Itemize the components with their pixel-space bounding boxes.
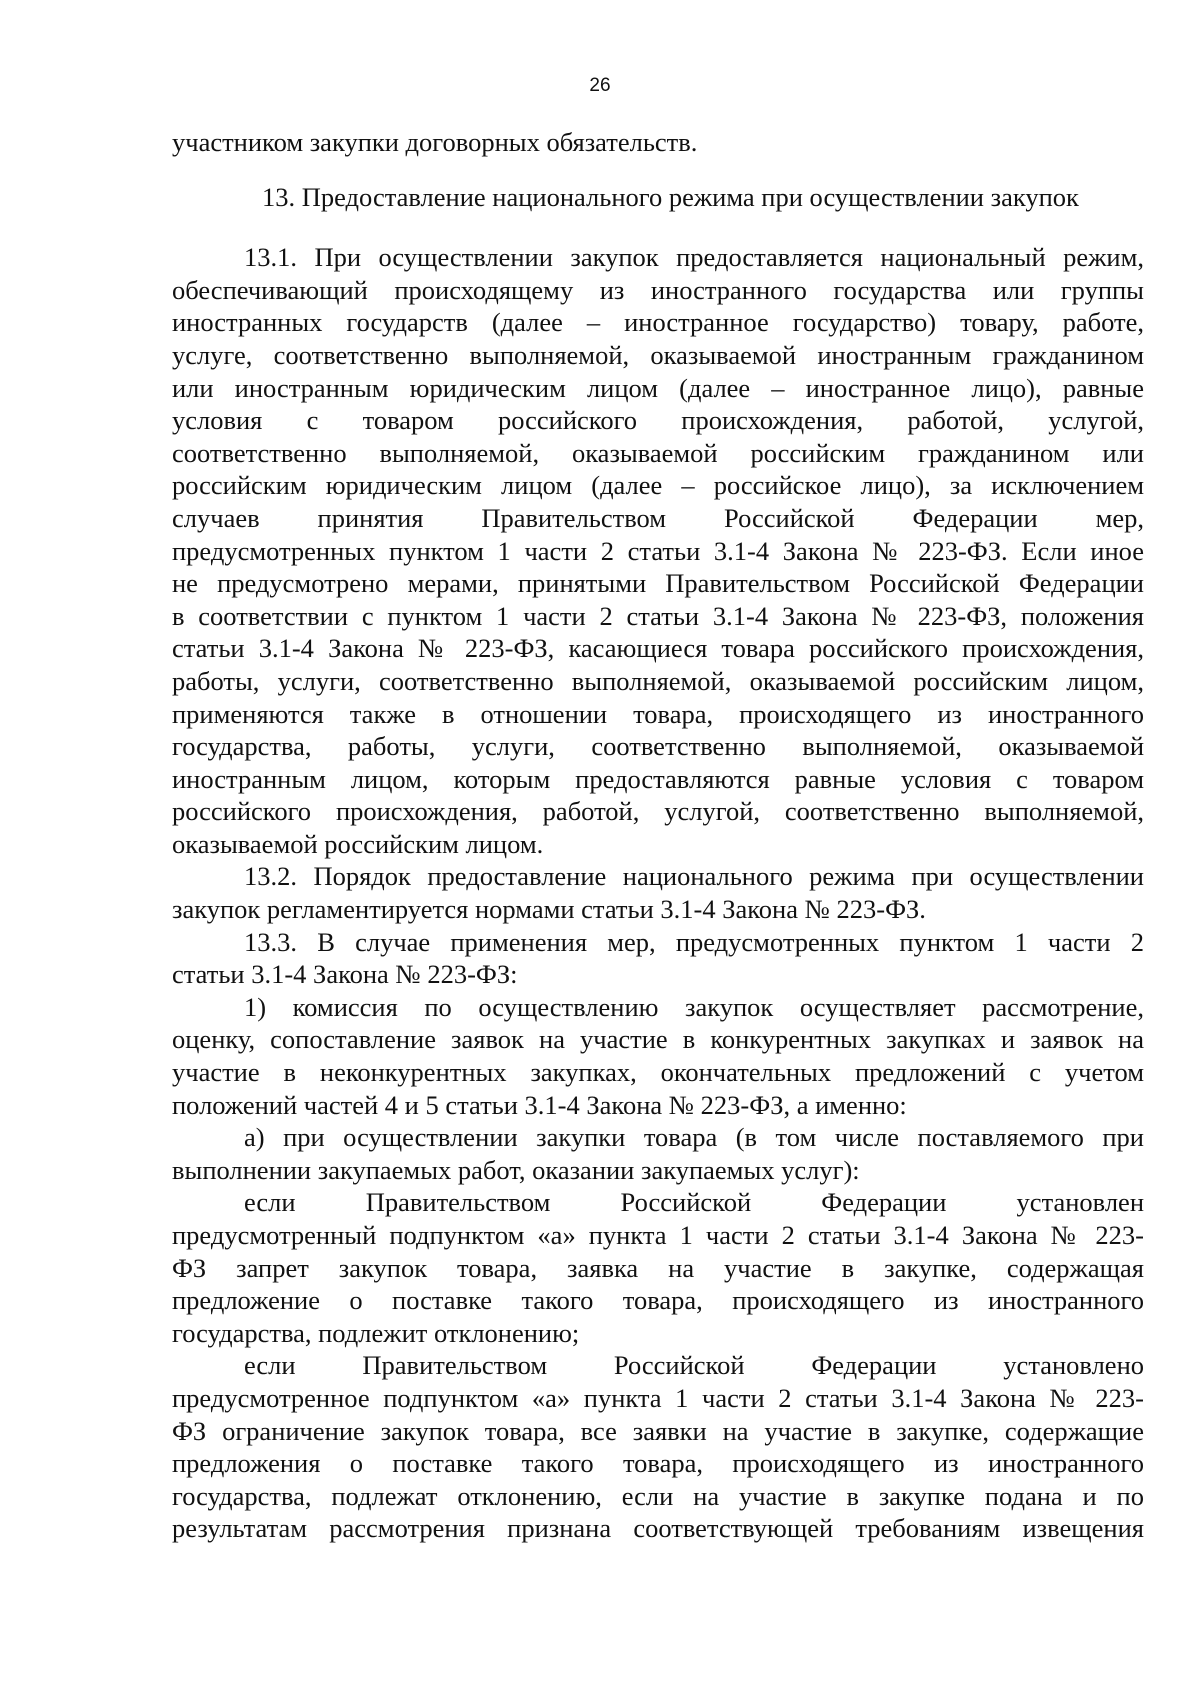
text-line: предложение о поставке такого товара, происходящего из иностранного (172, 1285, 1144, 1316)
text-line: выполнении закупаемых работ, оказании закупаемых услуг): (172, 1154, 860, 1185)
text-line: если Правительством Российской Федерации установлен (244, 1187, 1144, 1218)
text-line: положений частей 4 и 5 статьи 3.1-4 Закона № 223-ФЗ, а именно: (172, 1089, 907, 1120)
text-line: а) при осуществлении закупки товара (в том числе поставляемого при (244, 1122, 1144, 1153)
text-line: закупок регламентируется нормами статьи 3.1-4 Закона № 223-ФЗ. (172, 894, 926, 925)
text-line: иностранных государств (далее – иностранное государство) товару, работе, (172, 307, 1144, 338)
text-line: предусмотренный подпунктом «а» пункта 1 части 2 статьи 3.1-4 Закона № 223- (172, 1220, 1144, 1250)
text-line: участие в неконкурентных закупках, окончательных предложений с учетом (172, 1057, 1144, 1088)
text-line: работы, услуги, соответственно выполняемой, оказываемой российским лицом, (172, 665, 1144, 696)
text-line: ФЗ запрет закупок товара, заявка на участие в закупке, содержащая (172, 1252, 1144, 1283)
paragraph-13-1 (172, 241, 1144, 860)
text-line: 13.1. При осуществлении закупок предоставляется национальный режим, (244, 242, 1144, 273)
text-line: соответственно выполняемой, оказываемой российским гражданином или (172, 437, 1144, 468)
text-line: статьи 3.1-4 Закона № 223-ФЗ: (172, 959, 518, 990)
text-line: применяются также в отношении товара, происходящего из иностранного (172, 698, 1144, 729)
text-line: оценку, сопоставление заявок на участие в конкурентных закупках и заявок на (172, 1024, 1144, 1055)
text-line: государства, работы, услуги, соответственно выполняемой, оказываемой (172, 731, 1144, 762)
text-line: или иностранным юридическим лицом (далее – иностранное лицо), равные (172, 372, 1144, 403)
text-line: предложения о поставке такого товара, происходящего из иностранного (172, 1448, 1144, 1479)
text-line: в соответствии с пунктом 1 части 2 статьи 3.1-4 Закона № 223-ФЗ, положения (172, 600, 1144, 631)
paragraph-13-2 (172, 860, 1144, 925)
text-line: обеспечивающий происходящему из иностранного государства или группы (172, 274, 1144, 305)
text-line: 1) комиссия по осуществлению закупок осуществляет рассмотрение, (244, 991, 1144, 1022)
text-line: российским юридическим лицом (далее – российское лицо), за исключением (172, 470, 1144, 501)
text-line: если Правительством Российской Федерации установлено (244, 1350, 1144, 1381)
text-line: государства, подлежат отклонению, если на участие в закупке подана и по (172, 1480, 1144, 1511)
text-line: результатам рассмотрения признана соответствующей требованиям извещения (172, 1513, 1144, 1544)
case-ban-paragraph (172, 1186, 1144, 1349)
text-line: статьи 3.1-4 Закона № 223-ФЗ, касающиеся товара российского происхождения, (172, 633, 1144, 664)
text-line: 13.3. В случае применения мер, предусмотренных пунктом 1 части 2 (244, 926, 1144, 957)
section-heading: 13. Предоставление национального режима при осуществлении закупок (262, 181, 1079, 212)
text-line: услуге, соответственно выполняемой, оказываемой иностранным гражданином (172, 339, 1144, 370)
document-body (172, 126, 1144, 1545)
text-line: 13.2. Порядок предоставление национального режима при осуществлении (244, 861, 1144, 892)
text-line: условия с товаром российского происхождения, работой, услугой, (172, 405, 1144, 436)
top-fragment: участником закупки договорных обязательств. (172, 127, 698, 157)
case-restriction-paragraph (172, 1349, 1144, 1545)
text-line: предусмотренных пунктом 1 части 2 статьи 3.1-4 Закона № 223-ФЗ. Если иное (172, 535, 1144, 566)
text-line: предусмотренное подпунктом «а» пункта 1 части 2 статьи 3.1-4 Закона № 223- (172, 1382, 1144, 1413)
text-line: случаев принятия Правительством Российской Федерации мер, (172, 502, 1144, 533)
text-line: иностранным лицом, которым предоставляются равные условия с товаром (172, 763, 1144, 794)
text-line: российского происхождения, работой, услугой, соответственно выполняемой, (172, 796, 1144, 827)
text-line: оказываемой российским лицом. (172, 828, 544, 859)
text-line: не предусмотрено мерами, принятыми Правительством Российской Федерации (172, 568, 1144, 599)
text-line: государства, подлежит отклонению; (172, 1317, 580, 1348)
list-item-a (172, 1121, 1144, 1186)
paragraph-13-3 (172, 926, 1144, 991)
text-line: ФЗ ограничение закупок товара, все заявки на участие в закупке, содержащие (172, 1415, 1144, 1446)
page-number: 26 (589, 75, 611, 96)
list-item-1 (172, 991, 1144, 1121)
